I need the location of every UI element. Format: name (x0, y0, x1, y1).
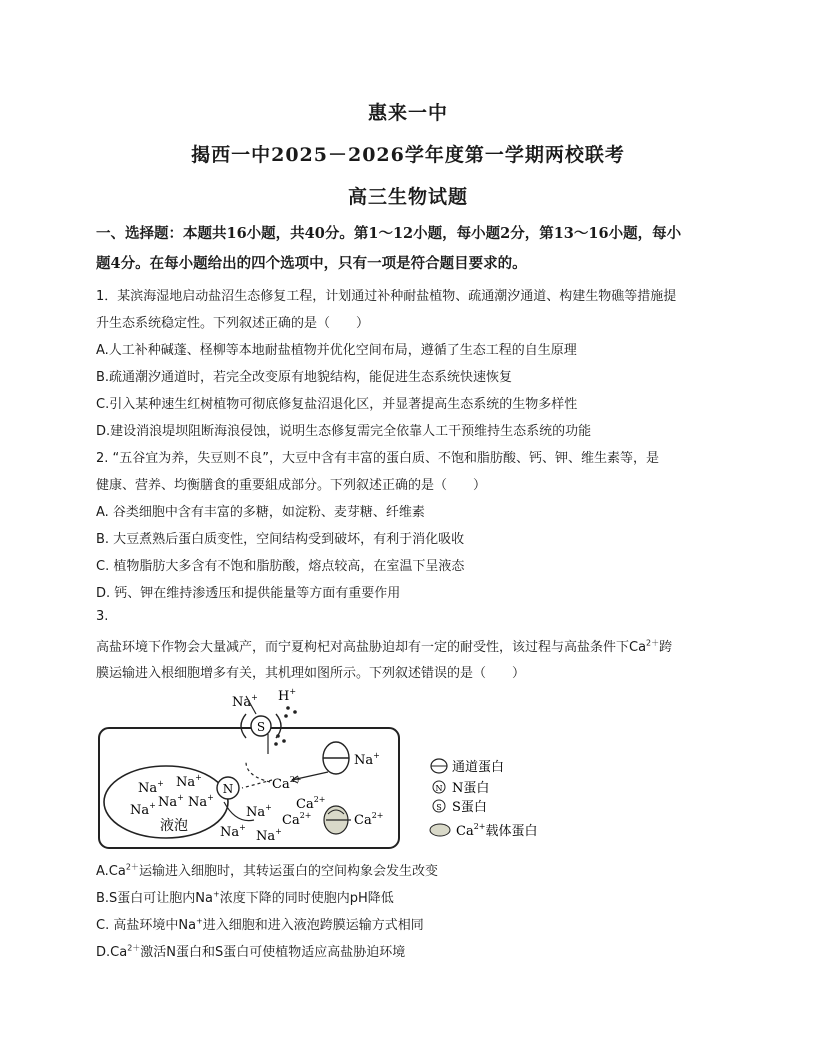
channel-protein-icon (323, 742, 349, 774)
q1-stem-line1: 1．某滨海湿地启动盐沼生态修复工程，计划通过补种耐盐植物、疏通潮汐通道、构建生物礁等措施提 (96, 289, 677, 304)
h-label: H+ (278, 687, 297, 704)
vacuole-label: 液泡 (160, 818, 188, 834)
q3-stem-line2: 膜运输进入根细胞增多有关，其机理如图所示。下列叙述错误的是（ ） (96, 666, 526, 681)
section-heading-line1: 一、选择题：本题共16小题，共40分。第1～12小题，每小题2分，第13～16小题，每小 (96, 225, 682, 242)
section-heading-line2: 题4分。在每小题给出的四个选项中，只有一项是符合题目要求的。 (96, 255, 527, 272)
q2-stem-line2: 健康、营养、均衡膳食的重要組成部分。下列叙述正确的是（ ） (96, 478, 487, 493)
q2-option-d: D. 钙、钾在维持渗透压和提供能量等方面有重要作用 (96, 586, 401, 601)
q2-stem-line1: 2. “五谷宜为养，失豆则不良”，大豆中含有丰富的蛋白质、不饱和脂肪酸、钙、钾、维生素等，是 (96, 451, 660, 466)
q1-option-d: D.建设消浪堤坝阻断海浪侵蚀，说明生态修复需完全依靠人工干预维持生态系统的功能 (96, 424, 592, 439)
na-label-top: Na+ (232, 693, 258, 710)
school-name-1: 惠来一中 (367, 102, 448, 124)
s-protein-icon (241, 714, 281, 738)
q1-option-b: B.疏通潮汐通道时，若完全改变原有地貌结构，能促进生态系统快速恢复 (96, 370, 513, 385)
q3-option-a: $A.Ca^{2+}$运输进入细胞时，其转运蛋白的空间构象会发生改变 (96, 862, 438, 879)
svg-text:N: N (435, 784, 443, 793)
legend (430, 759, 538, 839)
legend-n-label: N蛋白 (452, 781, 490, 796)
subject-title: 高三生物试题 (347, 186, 468, 208)
ion-transport-diagram (96, 684, 556, 854)
n-protein-icon (217, 777, 239, 799)
vac-na-2: Na+ (176, 773, 202, 790)
ca-label-3: $Ca^{2+}$ (282, 811, 312, 828)
svg-text:N: N (222, 782, 234, 796)
legend-carrier-icon (430, 824, 450, 836)
svg-text:S: S (256, 720, 266, 734)
vac-na-5: Na+ (130, 801, 156, 818)
vac-na-3: Na+ (158, 793, 184, 810)
svg-text:S: S (436, 803, 442, 812)
legend-carrier-label: $Ca^{2+}$载体蛋白 (456, 822, 538, 839)
na-label-n3: Na+ (256, 827, 282, 844)
q1-stem-line2: 升生态系统稳定性。下列叙述正确的是（ ） (96, 316, 370, 331)
exam-title-line: 揭西一中2025－2026学年度第一学期两校联考 (191, 144, 625, 166)
q3-option-d: $D.Ca^{2+}$激活N蛋白和S蛋白可使植物适应高盐胁迫环境 (96, 943, 406, 960)
q2-option-c: C. 植物脂肪大多含有不饱和脂肪酸，熔点较高，在室温下呈液态 (96, 559, 465, 574)
q2-option-a: A. 谷类细胞中含有丰富的多糖，如淀粉、麦芽糖、纤维素 (96, 505, 425, 520)
na-label-n2: Na+ (220, 823, 246, 840)
q1-option-c: C.引入某种速生红树植物可彻底修复盐沼退化区，并显著提高生态系统的生物多样性 (96, 397, 578, 412)
legend-channel-label: 通道蛋白 (452, 760, 505, 775)
vac-na-1: Na+ (138, 779, 164, 796)
q3-stem-line1: 高盐环境下作物会大量减产，而宁夏枸杞对高盐胁迫却有一定的耐受性，该过程与高盐条件下$Ca^{2+}$跨 (96, 638, 673, 655)
q3-number: 3. (96, 609, 109, 624)
vac-na-4: Na+ (188, 793, 214, 810)
na-label-n1: Na+ (246, 803, 272, 820)
legend-s-label: S蛋白 (452, 800, 487, 815)
q3-option-b: B.S蛋白可让胞内Na+浓度下降的同时使胞内pH降低 (96, 889, 394, 906)
q1-option-a: A.人工补种碱蓬、柽柳等本地耐盐植物并优化空间布局，遵循了生态工程的自生原理 (96, 343, 577, 358)
ca-label-1: $Ca^{2+}$ (272, 775, 302, 792)
q3-option-c: C. 高盐环境中Na+进入细胞和进入液泡跨膜运输方式相同 (96, 916, 424, 933)
q2-option-b: B. 大豆煮熟后蛋白质变性，空间结构受到破坏，有利于消化吸收 (96, 532, 465, 547)
na-label-right: Na+ (354, 751, 380, 768)
ca-label-outside: $Ca^{2+}$ (354, 811, 384, 828)
ca-label-2: $Ca^{2+}$ (296, 795, 326, 812)
